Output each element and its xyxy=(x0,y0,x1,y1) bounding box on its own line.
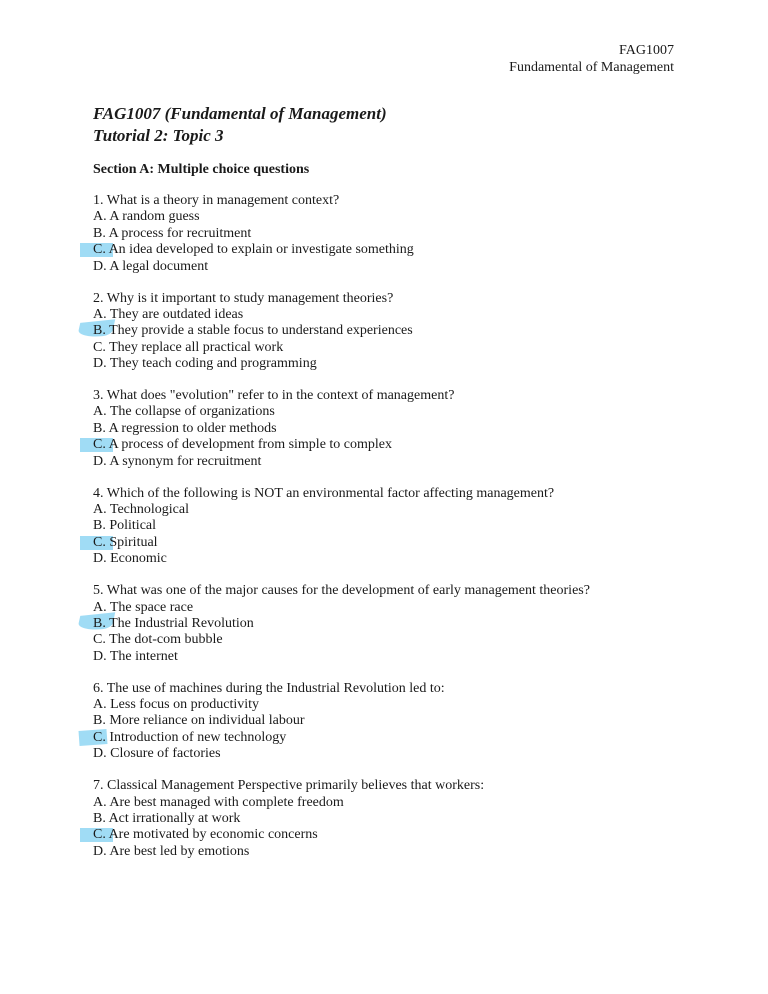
option-a: A. Are best managed with complete freedom xyxy=(93,794,344,810)
header-course-code: FAG1007 xyxy=(619,43,674,58)
option-a: A. Technological xyxy=(93,502,189,517)
option-b-highlighted: B. They provide a stable focus to understand experiences xyxy=(93,323,713,339)
option-a: A. They are outdated ideas xyxy=(93,306,244,322)
question-stem: 5. What was one of the major causes for the development of early management theories? xyxy=(93,583,590,599)
option-c: C. They replace all practical work xyxy=(93,339,284,355)
option-b: B. Political xyxy=(93,518,157,534)
question-3 xyxy=(93,388,713,470)
option-a: A. A random guess xyxy=(93,209,200,225)
option-c: C. The dot-com bubble xyxy=(93,632,223,648)
option-d: D. A synonym for recruitment xyxy=(93,453,262,469)
option-c-highlighted: C. Introduction of new technology xyxy=(93,730,713,746)
option-b: B. A process for recruitment xyxy=(93,225,252,241)
option-a: A. Less focus on productivity xyxy=(93,697,260,713)
document-title: FAG1007 (Fundamental of Management) xyxy=(93,104,387,123)
option-c-highlighted: C. A process of development from simple to complex xyxy=(93,437,713,453)
section-heading: Section A: Multiple choice questions xyxy=(93,162,310,177)
question-7 xyxy=(93,778,713,860)
option-b-highlighted: B. The Industrial Revolution xyxy=(93,616,713,632)
option-b: B. Act irrationally at work xyxy=(93,811,241,826)
question-6 xyxy=(93,681,713,763)
option-a: A. The collapse of organizations xyxy=(93,404,275,420)
option-d: D. Are best led by emotions xyxy=(93,843,250,859)
question-stem: 4. Which of the following is NOT an environmental factor affecting management? xyxy=(93,485,555,501)
question-list xyxy=(93,193,713,876)
question-1 xyxy=(93,193,713,275)
option-a: A. The space race xyxy=(93,599,194,615)
option-d: D. Economic xyxy=(93,551,167,567)
option-d: D. They teach coding and programming xyxy=(93,356,317,372)
option-b: B. A regression to older methods xyxy=(93,420,277,436)
question-5 xyxy=(93,583,713,665)
question-2 xyxy=(93,291,713,373)
question-4 xyxy=(93,486,713,568)
question-stem: 6. The use of machines during the Industrial Revolution led to: xyxy=(93,680,445,696)
option-c-highlighted: C. Are motivated by economic concerns xyxy=(93,827,713,843)
question-stem: 1. What is a theory in management context? xyxy=(93,193,340,208)
header-course-name: Fundamental of Management xyxy=(509,60,674,75)
option-b: B. More reliance on individual labour xyxy=(93,713,305,729)
question-stem: 7. Classical Management Perspective primarily believes that workers: xyxy=(93,778,485,794)
option-c-highlighted: C. An idea developed to explain or investigate something xyxy=(93,242,713,258)
document-subtitle: Tutorial 2: Topic 3 xyxy=(93,126,224,145)
option-c-highlighted: C. Spiritual xyxy=(93,535,713,551)
option-d: D. The internet xyxy=(93,648,178,664)
question-stem: 2. Why is it important to study management theories? xyxy=(93,290,394,306)
page-header xyxy=(509,42,674,76)
option-d: D. Closure of factories xyxy=(93,746,221,762)
question-stem: 3. What does "evolution" refer to in the context of management? xyxy=(93,388,455,404)
option-d: D. A legal document xyxy=(93,258,209,274)
